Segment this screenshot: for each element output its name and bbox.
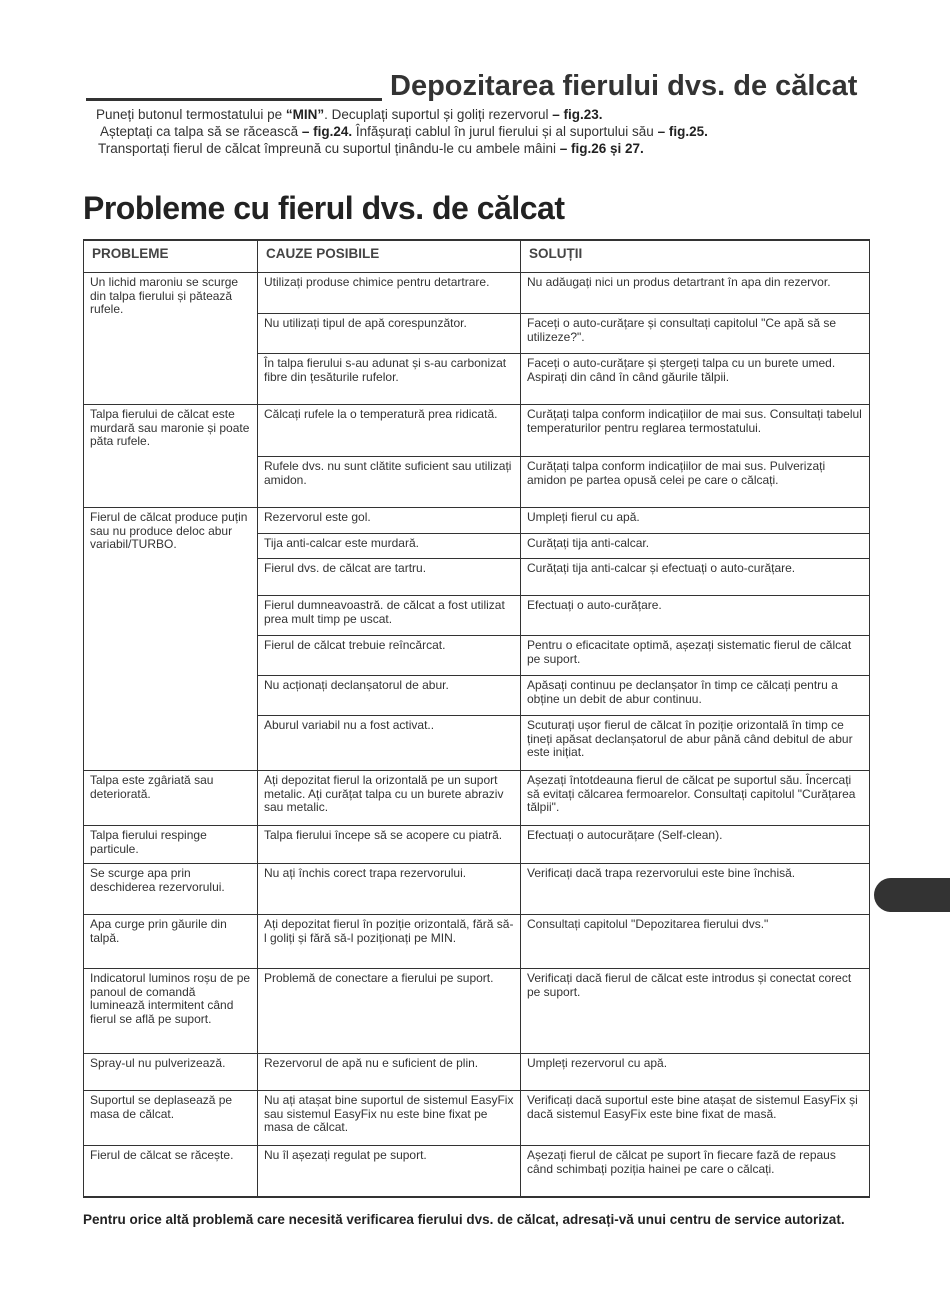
storage-instructions (96, 106, 896, 157)
cause-cell: Fierul dvs. de călcat are tartru. (258, 559, 521, 596)
table-row (84, 1054, 870, 1091)
instruction-emphasis: – fig.25. (657, 124, 708, 139)
table-row (84, 405, 870, 457)
solution-cell: Umpleți rezervorul cu apă. (521, 1054, 870, 1091)
instruction-text: Înfășurați cablul în jurul fierului și al suportului său (352, 124, 658, 139)
section-rule (86, 98, 382, 101)
problem-cell: Suportul se deplasează pe masa de călcat. (84, 1091, 258, 1146)
solution-cell: Apăsați continuu pe declanșator în timp ce călcați pentru a obține un debit de abur continuu. (521, 676, 870, 716)
cause-cell: Utilizați produse chimice pentru detartrare. (258, 273, 521, 314)
table-row (84, 771, 870, 826)
header-causes: CAUZE POSIBILE (258, 240, 521, 273)
solution-cell: Curățați tija anti-calcar și efectuați o auto-curățare. (521, 559, 870, 596)
solution-cell: Efectuați o auto-curățare. (521, 596, 870, 636)
solution-cell: Curățați talpa conform indicațiilor de mai sus. Pulverizați amidon pe partea opusă celei pe care o călcați. (521, 457, 870, 508)
instruction-text: . Decuplați suportul și goliți rezervorul (324, 107, 553, 122)
problem-cell: Talpa fierului de călcat este murdară sau maronie și poate păta rufele. (84, 405, 258, 508)
problems-section-title: Probleme cu fierul dvs. de călcat (83, 190, 565, 226)
table-row (84, 826, 870, 864)
problem-cell: Fierul de călcat se răcește. (84, 1146, 258, 1197)
table-row (84, 273, 870, 314)
table-row (84, 864, 870, 915)
instruction-text: Așteptați ca talpa să se răcească (100, 124, 302, 139)
instruction-text: Puneți butonul termostatului pe (96, 107, 286, 122)
table-header-row (84, 240, 870, 273)
table-row (84, 1091, 870, 1146)
cause-cell: Călcați rufele la o temperatură prea ridicată. (258, 405, 521, 457)
table-row (84, 915, 870, 969)
service-note: Pentru orice altă problemă care necesită verificarea fierului dvs. de călcat, adresați-vă unui centru de service autorizat. (83, 1212, 845, 1227)
cause-cell: Talpa fierului începe să se acopere cu piatră. (258, 826, 521, 864)
solution-cell: Efectuați o autocurățare (Self-clean). (521, 826, 870, 864)
cause-cell: Problemă de conectare a fierului pe suport. (258, 969, 521, 1054)
cause-cell: În talpa fierului s-au adunat și s-au carbonizat fibre din țesăturile rufelor. (258, 354, 521, 405)
cause-cell: Fierul de călcat trebuie reîncărcat. (258, 636, 521, 676)
header-solutions: SOLUȚII (521, 240, 870, 273)
solution-cell: Faceți o auto-curățare și ștergeți talpa cu un burete umed. Aspirați din când în când găurile tălpii. (521, 354, 870, 405)
problem-cell: Apa curge prin găurile din talpă. (84, 915, 258, 969)
solution-cell: Așezați fierul de călcat pe suport în fiecare fază de repaus când schimbați poziția hainei pe care o călcați. (521, 1146, 870, 1197)
problem-cell: Se scurge apa prin deschiderea rezervorului. (84, 864, 258, 915)
problem-cell: Talpa este zgâriată sau deteriorată. (84, 771, 258, 826)
cause-cell: Ați depozitat fierul în poziție orizontală, fără să-l goliți și fără să-l poziționați pe MIN. (258, 915, 521, 969)
instruction-line (96, 106, 896, 123)
cause-cell: Nu ați atașat bine suportul de sistemul EasyFix sau sistemul EasyFix nu este bine fixat pe masa de călcat. (258, 1091, 521, 1146)
instruction-emphasis: – fig.24. (301, 124, 353, 139)
table-row (84, 508, 870, 534)
problem-cell: Indicatorul luminos roșu de pe panoul de comandă luminează intermitent când fierul se află pe suport. (84, 969, 258, 1054)
cause-cell: Rezervorul este gol. (258, 508, 521, 534)
troubleshooting-table (83, 239, 870, 1198)
cause-cell: Tija anti-calcar este murdară. (258, 534, 521, 559)
solution-cell: Verificați dacă suportul este bine atașat de sistemul EasyFix și dacă sistemul EasyFix este bine fixat de masă. (521, 1091, 870, 1146)
problem-cell: Spray-ul nu pulverizează. (84, 1054, 258, 1091)
solution-cell: Curățați tija anti-calcar. (521, 534, 870, 559)
header-problems: PROBLEME (84, 240, 258, 273)
problem-cell: Fierul de călcat produce puțin sau nu produce deloc abur variabil/TURBO. (84, 508, 258, 771)
cause-cell: Ați depozitat fierul la orizontală pe un suport metalic. Ați curățat talpa cu un burete abraziv sau metalic. (258, 771, 521, 826)
solution-cell: Scuturați ușor fierul de călcat în poziție orizontală în timp ce țineți apăsat declanșatorul de abur până când debitul de abur este inițiat. (521, 716, 870, 771)
solution-cell: Verificați dacă fierul de călcat este introdus și conectat corect pe suport. (521, 969, 870, 1054)
solution-cell: Verificați dacă trapa rezervorului este bine închisă. (521, 864, 870, 915)
solution-cell: Consultați capitolul "Depozitarea fierului dvs." (521, 915, 870, 969)
problem-cell: Un lichid maroniu se scurge din talpa fierului și pătează rufele. (84, 273, 258, 405)
page-tab-marker (874, 878, 950, 912)
storage-section-title: Depozitarea fierului dvs. de călcat (390, 70, 858, 102)
cause-cell: Rufele dvs. nu sunt clătite suficient sau utilizați amidon. (258, 457, 521, 508)
solution-cell: Nu adăugați nici un produs detartrant în apa din rezervor. (521, 273, 870, 314)
cause-cell: Nu acționați declanșatorul de abur. (258, 676, 521, 716)
solution-cell: Curățați talpa conform indicațiilor de mai sus. Consultați tabelul temperaturilor pentru reglarea termostatului. (521, 405, 870, 457)
instruction-line (96, 123, 896, 140)
cause-cell: Aburul variabil nu a fost activat.. (258, 716, 521, 771)
problem-cell: Talpa fierului respinge particule. (84, 826, 258, 864)
cause-cell: Nu îl așezați regulat pe suport. (258, 1146, 521, 1197)
cause-cell: Rezervorul de apă nu e suficient de plin. (258, 1054, 521, 1091)
instruction-emphasis: “MIN” (285, 107, 325, 122)
solution-cell: Faceți o auto-curățare și consultați capitolul "Ce apă să se utilizeze?". (521, 314, 870, 354)
solution-cell: Umpleți fierul cu apă. (521, 508, 870, 534)
instruction-emphasis: – fig.26 și 27. (559, 141, 644, 156)
solution-cell: Așezați întotdeauna fierul de călcat pe suportul său. Încercați să evitați călcarea fermoarelor. Consultați capitolul "Curățarea tălpii". (521, 771, 870, 826)
table-row (84, 1146, 870, 1197)
instruction-text: Transportați fierul de călcat împreună cu suportul ținându-le cu ambele mâini (98, 141, 560, 156)
instruction-emphasis: – fig.23. (552, 107, 603, 122)
cause-cell: Nu utilizați tipul de apă corespunzător. (258, 314, 521, 354)
table-row (84, 969, 870, 1054)
instruction-line (96, 140, 896, 157)
cause-cell: Nu ați închis corect trapa rezervorului. (258, 864, 521, 915)
cause-cell: Fierul dumneavoastră. de călcat a fost utilizat prea mult timp pe uscat. (258, 596, 521, 636)
solution-cell: Pentru o eficacitate optimă, așezați sistematic fierul de călcat pe suport. (521, 636, 870, 676)
